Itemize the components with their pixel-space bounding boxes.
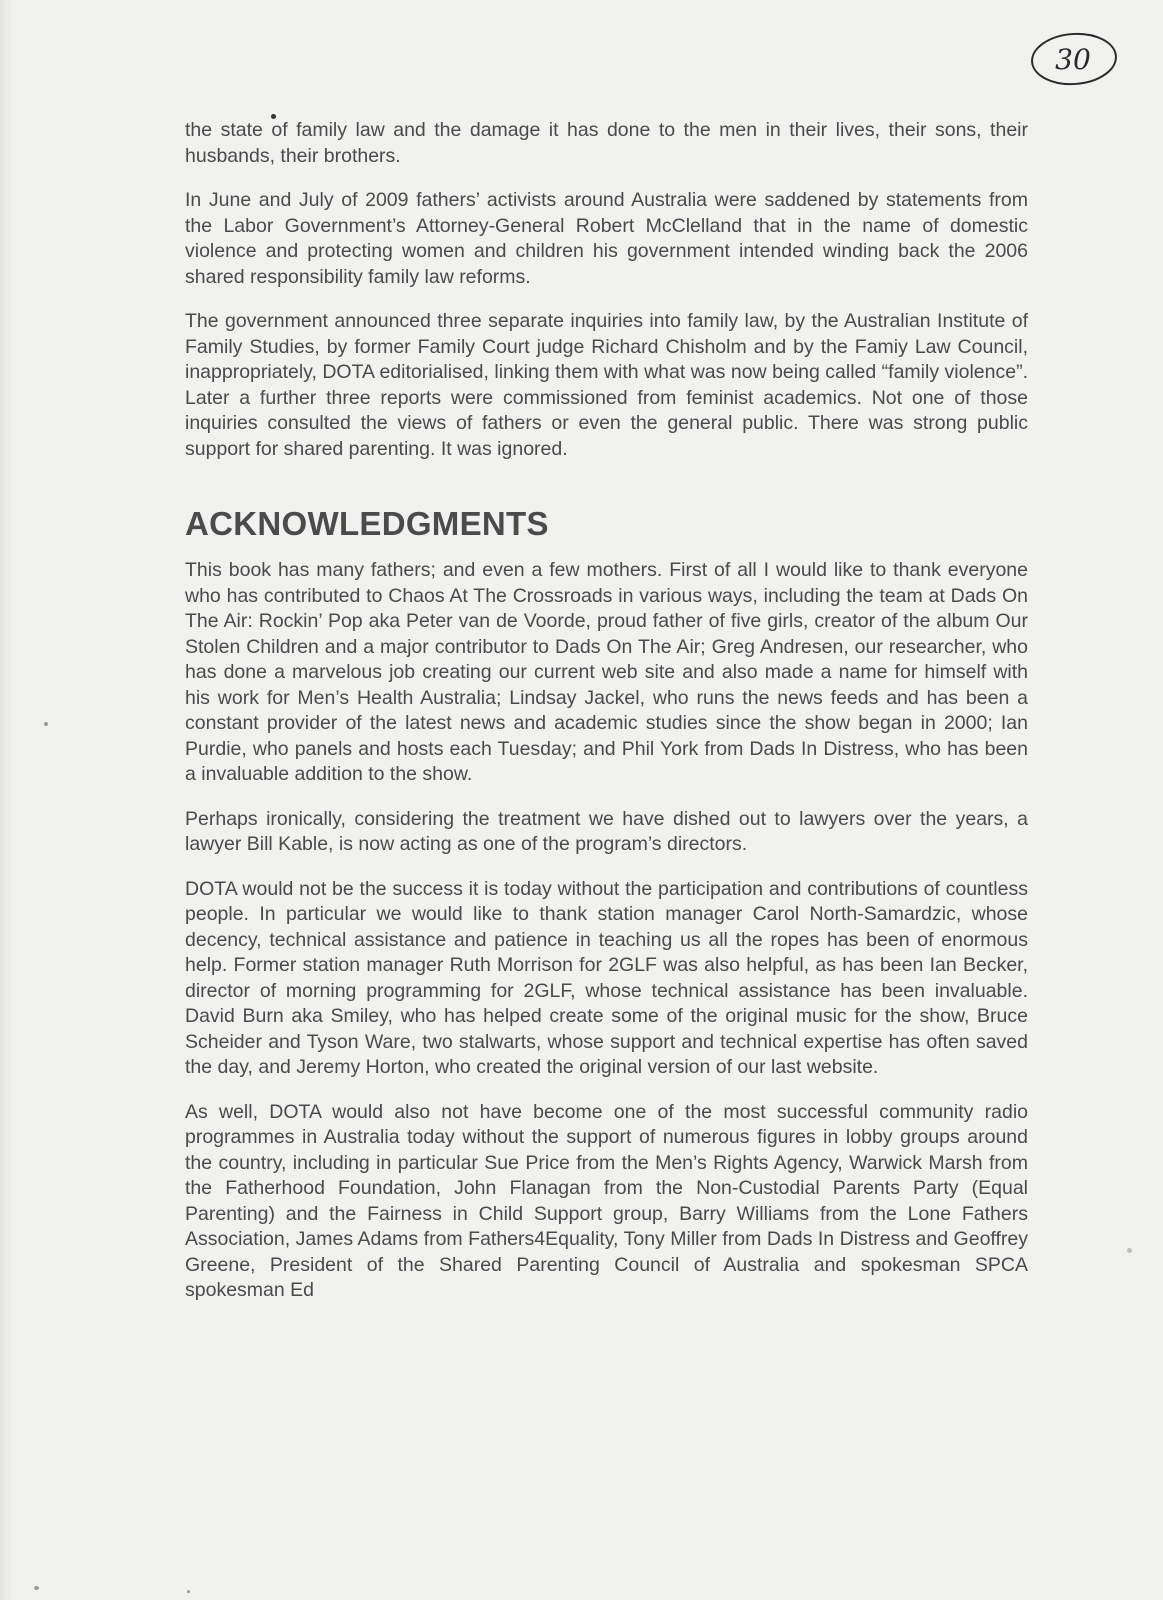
handwritten-page-number [1029,30,1119,88]
scan-speck [1127,1248,1132,1253]
page-number-text: 30 [1055,43,1091,76]
scan-speck [34,1586,39,1590]
scan-speck [44,722,48,726]
document-body [185,118,1028,1323]
paragraph-lobby-groups: As well, DOTA would also not have become one of the most successful community radio programmes in Australia today without the support of numerous figures in lobby groups around the country, including in particular Sue Price from the Men’s Rights Agency, Warwick Marsh from the Fatherhood Foundation, John Flanagan from the Non-Custodial Parents Party (Equal Parenting) and the Fairness in Child Support group, Barry Williams from the Lone Fathers Association, James Adams from Fathers4Equality, Tony Miller from Dads In Distress and Geoffrey Greene, President of the Shared Parenting Council of Australia and spokesman SPCA spokesman Ed [185,1100,1028,1301]
section-heading: ACKNOWLEDGMENTS [185,505,549,542]
paragraph-2009-activists: In June and July of 2009 fathers’ activists around Australia were saddened by statements from the Labor Government’s Attorney-General Robert McClelland that in the name of domestic violence and protecting women and children his government intended winding back the 2006 shared responsibility family law reforms. [185,189,1028,288]
scan-speck [187,1590,190,1593]
paragraph-continued: the state of family law and the damage it has done to the men in their lives, their sons, their husbands, their brothers. [185,119,1028,167]
paragraph-thanks-team: This book has many fathers; and even a few mothers. First of all I would like to thank everyone who has contributed to Chaos At The Crossroads in various ways, including the team at Dads On The Air: Rockin’ Pop aka Peter van de Voorde, proud father of five girls, creator of the album Our Stolen Children and a major contributor to Dads On The Air; Greg Andresen, our researcher, who has done a marvelous job creating our current web site and also made a name for himself with his work for Men’s Health Australia; Lindsay Jackel, who runs the news feeds and has been a constant provider of the latest news and academic studies since the show began in 2000; Ian Purdie, who panels and hosts each Tuesday; and Phil York from Dads In Distress, who has been a invaluable addition to the show. [185,559,1028,785]
paragraph-inquiries: The government announced three separate inquiries into family law, by the Australian Institute of Family Studies, by former Family Court judge Richard Chisholm and by the Famiy Law Council, inappropriately, DOTA editorialised, linking them with what was now being called “family violence”. Later a further three reports were commissioned from feminist academics. Not one of those inquiries consulted the views of fathers or even the general public. There was strong public support for shared parenting. It was ignored. [185,310,1028,460]
scan-speck [271,114,276,119]
circled-page-number-icon [1029,30,1119,88]
paragraph-station-staff: DOTA would not be the success it is today without the participation and contributions of countless people. In particular we would like to thank station manager Carol North-Samardzic, whose decency, technical assistance and patience in teaching us all the ropes has been of enormous help. Former station manager Ruth Morrison for 2GLF was also helpful, as has been Ian Becker, director of morning programming for 2GLF, whose technical assistance has been invaluable. David Burn aka Smiley, who has helped create some of the original music for the show, Bruce Scheider and Tyson Ware, two stalwarts, whose support and technical expertise has often saved the day, and Jeremy Horton, who created the original version of our last website. [185,877,1028,1078]
paragraph-lawyer: Perhaps ironically, considering the treatment we have dished out to lawyers over the years, a lawyer Bill Kable, is now acting as one of the program’s directors. [185,807,1028,855]
page-edge-shadow [0,0,12,1600]
